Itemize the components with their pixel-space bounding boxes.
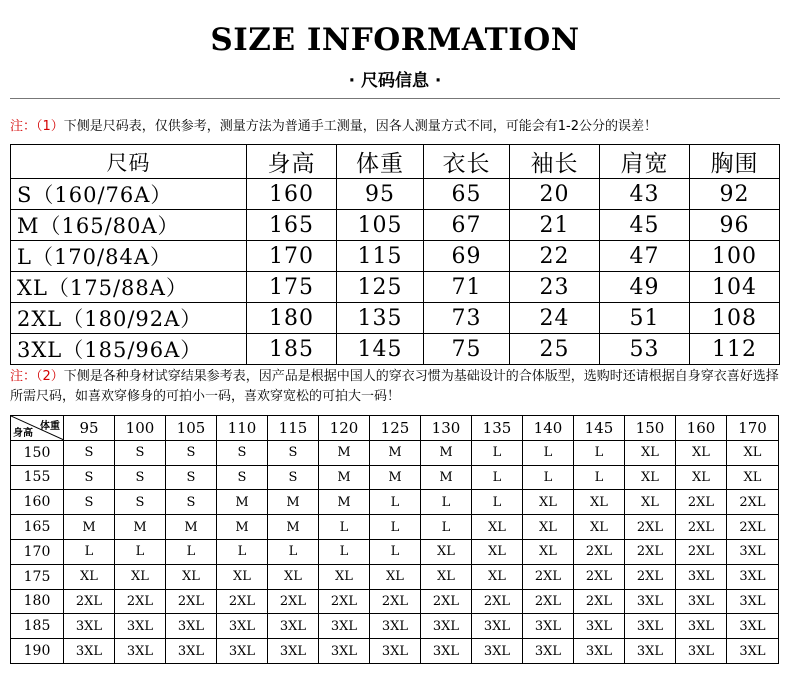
size-cell: 2XL	[370, 589, 421, 614]
size-cell: 2XL	[523, 589, 574, 614]
weight-header: 150	[625, 416, 676, 441]
table-cell: 45	[600, 210, 690, 241]
size-cell: XL	[574, 490, 625, 515]
height-header: 170	[11, 539, 64, 564]
size-cell: 2XL	[625, 539, 676, 564]
height-header: 160	[11, 490, 64, 515]
weight-header: 170	[727, 416, 779, 441]
fit-reference-table	[10, 415, 779, 664]
size-cell: XL	[574, 515, 625, 540]
table-row	[11, 614, 779, 639]
size-cell: XL	[523, 539, 574, 564]
weight-header: 120	[319, 416, 370, 441]
size-cell: 3XL	[574, 614, 625, 639]
size-cell: 3XL	[64, 614, 115, 639]
size-cell: M	[217, 515, 268, 540]
size-cell: M	[319, 440, 370, 465]
size-cell: M	[217, 490, 268, 515]
size-cell: XL	[421, 539, 472, 564]
size-cell: XL	[676, 440, 727, 465]
size-cell: XL	[523, 490, 574, 515]
size-label-cell: 3XL（185/96A）	[11, 334, 247, 365]
table-cell: 104	[690, 272, 780, 303]
size-table-header: 肩宽	[600, 145, 690, 179]
weight-header: 95	[64, 416, 115, 441]
size-cell: M	[421, 440, 472, 465]
size-cell: M	[421, 465, 472, 490]
size-cell: XL	[625, 490, 676, 515]
weight-header: 160	[676, 416, 727, 441]
size-cell: 3XL	[421, 639, 472, 664]
size-cell: 3XL	[217, 639, 268, 664]
size-cell: L	[574, 465, 625, 490]
size-cell: 2XL	[319, 589, 370, 614]
size-cell: 3XL	[676, 589, 727, 614]
weight-header: 145	[574, 416, 625, 441]
size-cell: 3XL	[727, 614, 779, 639]
size-cell: L	[421, 490, 472, 515]
size-table-header: 体重	[337, 145, 424, 179]
table-cell: 67	[424, 210, 510, 241]
fit-note-text: 下侧是各种身材试穿结果参考表，因产品是根据中国人的穿衣习惯为基础设计的合体版型，选购时还请根据自身穿衣喜好选择所需尺码，如喜欢穿修身的可拍小一码，喜欢穿宽松的可拍大一码！	[10, 369, 779, 404]
size-cell: M	[268, 490, 319, 515]
table-cell: 73	[424, 303, 510, 334]
fit-note	[10, 367, 785, 407]
divider	[10, 98, 780, 99]
table-cell: 51	[600, 303, 690, 334]
size-label-cell: L（170/84A）	[11, 241, 247, 272]
size-cell: 2XL	[268, 589, 319, 614]
size-cell: XL	[625, 465, 676, 490]
page-subtitle: · 尺码信息 ·	[348, 71, 442, 91]
size-cell: XL	[421, 564, 472, 589]
table-row	[11, 515, 779, 540]
table-cell: 160	[247, 179, 337, 210]
size-cell: M	[268, 515, 319, 540]
size-cell: 3XL	[319, 614, 370, 639]
size-cell: L	[64, 539, 115, 564]
size-cell: 2XL	[166, 589, 217, 614]
size-table-header: 尺码	[11, 145, 247, 179]
size-cell: S	[64, 440, 115, 465]
size-cell: L	[421, 515, 472, 540]
size-cell: S	[217, 440, 268, 465]
size-cell: M	[319, 490, 370, 515]
size-cell: L	[319, 515, 370, 540]
size-cell: 2XL	[472, 589, 523, 614]
size-note-text: 下侧是尺码表，仅供参考，测量方法为普通手工测量，因各人测量方式不同，可能会有1-2公分的误差！	[63, 119, 658, 134]
size-cell: S	[115, 465, 166, 490]
weight-header: 110	[217, 416, 268, 441]
size-cell: 3XL	[727, 639, 779, 664]
table-row	[11, 465, 779, 490]
size-cell: 3XL	[625, 639, 676, 664]
size-cell: 3XL	[625, 614, 676, 639]
size-table	[10, 144, 780, 365]
size-cell: XL	[472, 515, 523, 540]
size-cell: 2XL	[727, 515, 779, 540]
size-cell: S	[268, 465, 319, 490]
size-cell: XL	[727, 440, 779, 465]
size-cell: 3XL	[523, 614, 574, 639]
size-label-cell: 2XL（180/92A）	[11, 303, 247, 334]
size-cell: M	[370, 465, 421, 490]
size-cell: XL	[319, 564, 370, 589]
weight-header: 125	[370, 416, 421, 441]
weight-header: 115	[268, 416, 319, 441]
table-cell: 22	[510, 241, 600, 272]
size-table-header: 袖长	[510, 145, 600, 179]
size-cell: S	[217, 465, 268, 490]
table-row	[11, 241, 780, 272]
weight-header: 105	[166, 416, 217, 441]
size-note-label: 注：（1）	[10, 119, 64, 134]
table-row	[11, 589, 779, 614]
size-cell: 2XL	[727, 490, 779, 515]
height-header: 180	[11, 589, 64, 614]
table-row	[11, 334, 780, 365]
table-cell: 105	[337, 210, 424, 241]
size-cell: XL	[625, 440, 676, 465]
size-cell: 2XL	[574, 589, 625, 614]
table-cell: 108	[690, 303, 780, 334]
size-cell: 3XL	[115, 614, 166, 639]
size-cell: 3XL	[268, 614, 319, 639]
table-cell: 43	[600, 179, 690, 210]
height-header: 190	[11, 639, 64, 664]
size-cell: L	[370, 515, 421, 540]
size-cell: 3XL	[472, 639, 523, 664]
size-cell: S	[166, 440, 217, 465]
size-cell: S	[166, 490, 217, 515]
size-cell: 3XL	[727, 539, 779, 564]
size-cell: L	[268, 539, 319, 564]
size-cell: S	[115, 440, 166, 465]
size-cell: 3XL	[574, 639, 625, 664]
size-cell: L	[370, 490, 421, 515]
table-cell: 145	[337, 334, 424, 365]
table-cell: 175	[247, 272, 337, 303]
size-cell: 3XL	[217, 614, 268, 639]
size-cell: L	[523, 465, 574, 490]
size-cell: 2XL	[523, 564, 574, 589]
size-cell: 3XL	[115, 639, 166, 664]
table-cell: 100	[690, 241, 780, 272]
size-cell: 2XL	[574, 564, 625, 589]
size-cell: 2XL	[115, 589, 166, 614]
table-row	[11, 639, 779, 664]
size-cell: L	[472, 465, 523, 490]
size-cell: S	[166, 465, 217, 490]
table-cell: 69	[424, 241, 510, 272]
size-cell: XL	[217, 564, 268, 589]
size-cell: 3XL	[676, 564, 727, 589]
size-note	[10, 117, 785, 137]
size-cell: L	[319, 539, 370, 564]
size-cell: 3XL	[472, 614, 523, 639]
size-cell: 2XL	[676, 515, 727, 540]
size-cell: 2XL	[574, 539, 625, 564]
table-row	[11, 440, 779, 465]
table-cell: 96	[690, 210, 780, 241]
size-cell: S	[64, 490, 115, 515]
size-cell: 2XL	[217, 589, 268, 614]
weight-header: 100	[115, 416, 166, 441]
size-cell: 3XL	[166, 639, 217, 664]
size-cell: M	[370, 440, 421, 465]
size-cell: M	[115, 515, 166, 540]
height-header: 185	[11, 614, 64, 639]
table-cell: 180	[247, 303, 337, 334]
size-cell: 3XL	[319, 639, 370, 664]
size-cell: L	[574, 440, 625, 465]
size-cell: 3XL	[166, 614, 217, 639]
size-cell: 3XL	[727, 589, 779, 614]
height-header: 150	[11, 440, 64, 465]
table-row	[11, 303, 780, 334]
table-cell: 75	[424, 334, 510, 365]
size-cell: XL	[370, 564, 421, 589]
size-cell: S	[115, 490, 166, 515]
size-cell: XL	[166, 564, 217, 589]
table-cell: 125	[337, 272, 424, 303]
table-cell: 170	[247, 241, 337, 272]
table-cell: 112	[690, 334, 780, 365]
size-cell: 2XL	[625, 564, 676, 589]
table-cell: 71	[424, 272, 510, 303]
size-cell: 3XL	[523, 639, 574, 664]
size-table-header-row	[11, 145, 780, 179]
size-cell: 2XL	[625, 515, 676, 540]
size-cell: XL	[115, 564, 166, 589]
table-cell: 53	[600, 334, 690, 365]
table-cell: 25	[510, 334, 600, 365]
table-cell: 47	[600, 241, 690, 272]
table-cell: 115	[337, 241, 424, 272]
table-row	[11, 179, 780, 210]
table-row	[11, 210, 780, 241]
size-cell: 3XL	[370, 614, 421, 639]
size-cell: XL	[472, 539, 523, 564]
table-cell: 92	[690, 179, 780, 210]
table-row	[11, 272, 780, 303]
height-header: 165	[11, 515, 64, 540]
size-cell: 2XL	[676, 539, 727, 564]
height-header: 175	[11, 564, 64, 589]
table-cell: 65	[424, 179, 510, 210]
table-cell: 21	[510, 210, 600, 241]
corner-weight-label: 体重	[40, 421, 60, 432]
size-table-header: 衣长	[424, 145, 510, 179]
size-cell: 3XL	[64, 639, 115, 664]
size-cell: 2XL	[421, 589, 472, 614]
table-cell: 23	[510, 272, 600, 303]
size-cell: XL	[523, 515, 574, 540]
weight-header: 135	[472, 416, 523, 441]
size-cell: L	[523, 440, 574, 465]
table-cell: 185	[247, 334, 337, 365]
table-cell: 165	[247, 210, 337, 241]
size-table-header: 胸围	[690, 145, 780, 179]
size-cell: 3XL	[676, 614, 727, 639]
size-cell: M	[319, 465, 370, 490]
size-cell: L	[472, 440, 523, 465]
size-cell: 3XL	[676, 639, 727, 664]
size-cell: XL	[727, 465, 779, 490]
size-cell: 3XL	[727, 564, 779, 589]
size-cell: L	[370, 539, 421, 564]
size-label-cell: S（160/76A）	[11, 179, 247, 210]
size-cell: XL	[472, 564, 523, 589]
table-cell: 135	[337, 303, 424, 334]
size-cell: XL	[64, 564, 115, 589]
table-row	[11, 539, 779, 564]
size-cell: 2XL	[64, 589, 115, 614]
size-cell: XL	[676, 465, 727, 490]
size-cell: 3XL	[268, 639, 319, 664]
size-cell: 2XL	[676, 490, 727, 515]
corner-height-label: 身高	[13, 427, 33, 439]
fit-note-label: 注：（2）	[10, 369, 64, 384]
size-cell: M	[64, 515, 115, 540]
size-cell: 3XL	[625, 589, 676, 614]
table-cell: 49	[600, 272, 690, 303]
size-cell: 3XL	[421, 614, 472, 639]
table-cell: 20	[510, 179, 600, 210]
page-title: SIZE INFORMATION	[210, 22, 580, 58]
weight-header: 140	[523, 416, 574, 441]
size-table-header: 身高	[247, 145, 337, 179]
table-cell: 95	[337, 179, 424, 210]
size-cell: S	[268, 440, 319, 465]
size-cell: L	[115, 539, 166, 564]
table-row	[11, 490, 779, 515]
table-row	[11, 564, 779, 589]
size-cell: XL	[268, 564, 319, 589]
size-cell: L	[472, 490, 523, 515]
size-cell: S	[64, 465, 115, 490]
size-cell: M	[166, 515, 217, 540]
table-cell: 24	[510, 303, 600, 334]
size-cell: L	[166, 539, 217, 564]
height-header: 155	[11, 465, 64, 490]
size-cell: L	[217, 539, 268, 564]
weight-header: 130	[421, 416, 472, 441]
fit-table-header-row	[11, 416, 779, 441]
size-label-cell: XL（175/88A）	[11, 272, 247, 303]
size-label-cell: M（165/80A）	[11, 210, 247, 241]
size-cell: 3XL	[370, 639, 421, 664]
corner-header-cell	[11, 416, 64, 441]
